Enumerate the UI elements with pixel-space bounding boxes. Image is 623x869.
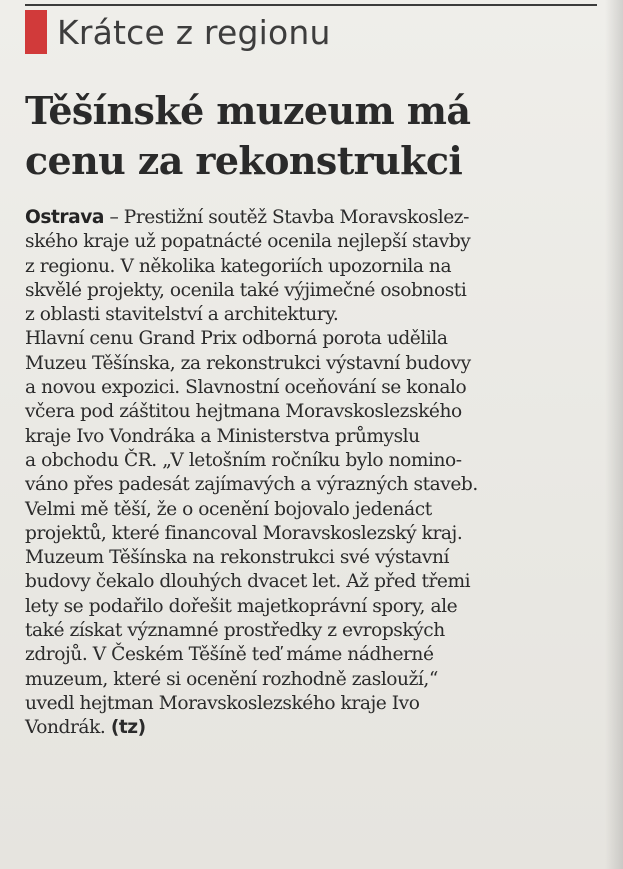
article-line: lety se podařilo dořešit majetkoprávní spory, ale bbox=[25, 595, 458, 617]
article-line: také získat významné prostředky z evropských bbox=[25, 620, 445, 642]
article-line: Muzeu Těšínska, za rekonstrukci výstavní budovy bbox=[25, 352, 471, 374]
section-header bbox=[25, 10, 331, 54]
article-line: uvedl hejtman Moravskoslezského kraje Ivo bbox=[25, 692, 420, 714]
article-line: kraje Ivo Vondráka a Ministerstva průmyslu bbox=[25, 425, 420, 447]
article-line: projektů, které financoval Moravskoslezský kraj. bbox=[25, 522, 463, 544]
article-line: a novou expozici. Slavnostní oceňování se konalo bbox=[25, 377, 467, 399]
author-credit: (tz) bbox=[110, 717, 146, 739]
article-line: Muzeum Těšínska na rekonstrukci své výstavní bbox=[25, 547, 449, 569]
article-last-line bbox=[25, 716, 610, 740]
section-marker bbox=[25, 10, 47, 54]
article-line: váno přes padesát zajímavých a výrazných staveb. bbox=[25, 474, 478, 496]
article-line: a obchodu ČR. „V letošním ročníku bylo nomino- bbox=[25, 449, 462, 471]
headline bbox=[25, 86, 605, 186]
dateline: Ostrava bbox=[25, 207, 104, 228]
article-line: Velmi mě těší, že o ocenění bojovalo jedenáct bbox=[25, 498, 432, 520]
article-line: z oblasti stavitelství a architektury. bbox=[25, 304, 339, 326]
article-first-line bbox=[25, 206, 610, 230]
article-body bbox=[25, 206, 610, 741]
article-line: budovy čekalo dlouhých dvacet let. Až před třemi bbox=[25, 571, 471, 593]
article-line: zdrojů. V Českém Těšíně teď máme nádherné bbox=[25, 644, 434, 666]
section-label: Krátce z regionu bbox=[57, 12, 331, 52]
article-line: muzeum, které si ocenění rozhodně zaslouží,“ bbox=[25, 668, 438, 690]
headline-line: cenu za rekonstrukci bbox=[25, 138, 463, 183]
article-last-line-text: Vondrák. bbox=[25, 717, 111, 739]
article-line: včera pod záštitou hejtmana Moravskoslezského bbox=[25, 401, 462, 423]
article-first-line-text: – Prestižní soutěž Stavba Moravskoslez- bbox=[104, 207, 469, 228]
article-line: skvělé projekty, ocenila také výjimečné osobnosti bbox=[25, 279, 467, 301]
article-line: ského kraje už popatnácté ocenila nejlepší stavby bbox=[25, 231, 471, 253]
headline-line: Těšínské muzeum má bbox=[25, 88, 471, 133]
article-line: Hlavní cenu Grand Prix odborná porota udělila bbox=[25, 328, 448, 350]
article-line: z regionu. V několika kategoriích upozornila na bbox=[25, 255, 452, 277]
top-rule bbox=[25, 4, 597, 6]
